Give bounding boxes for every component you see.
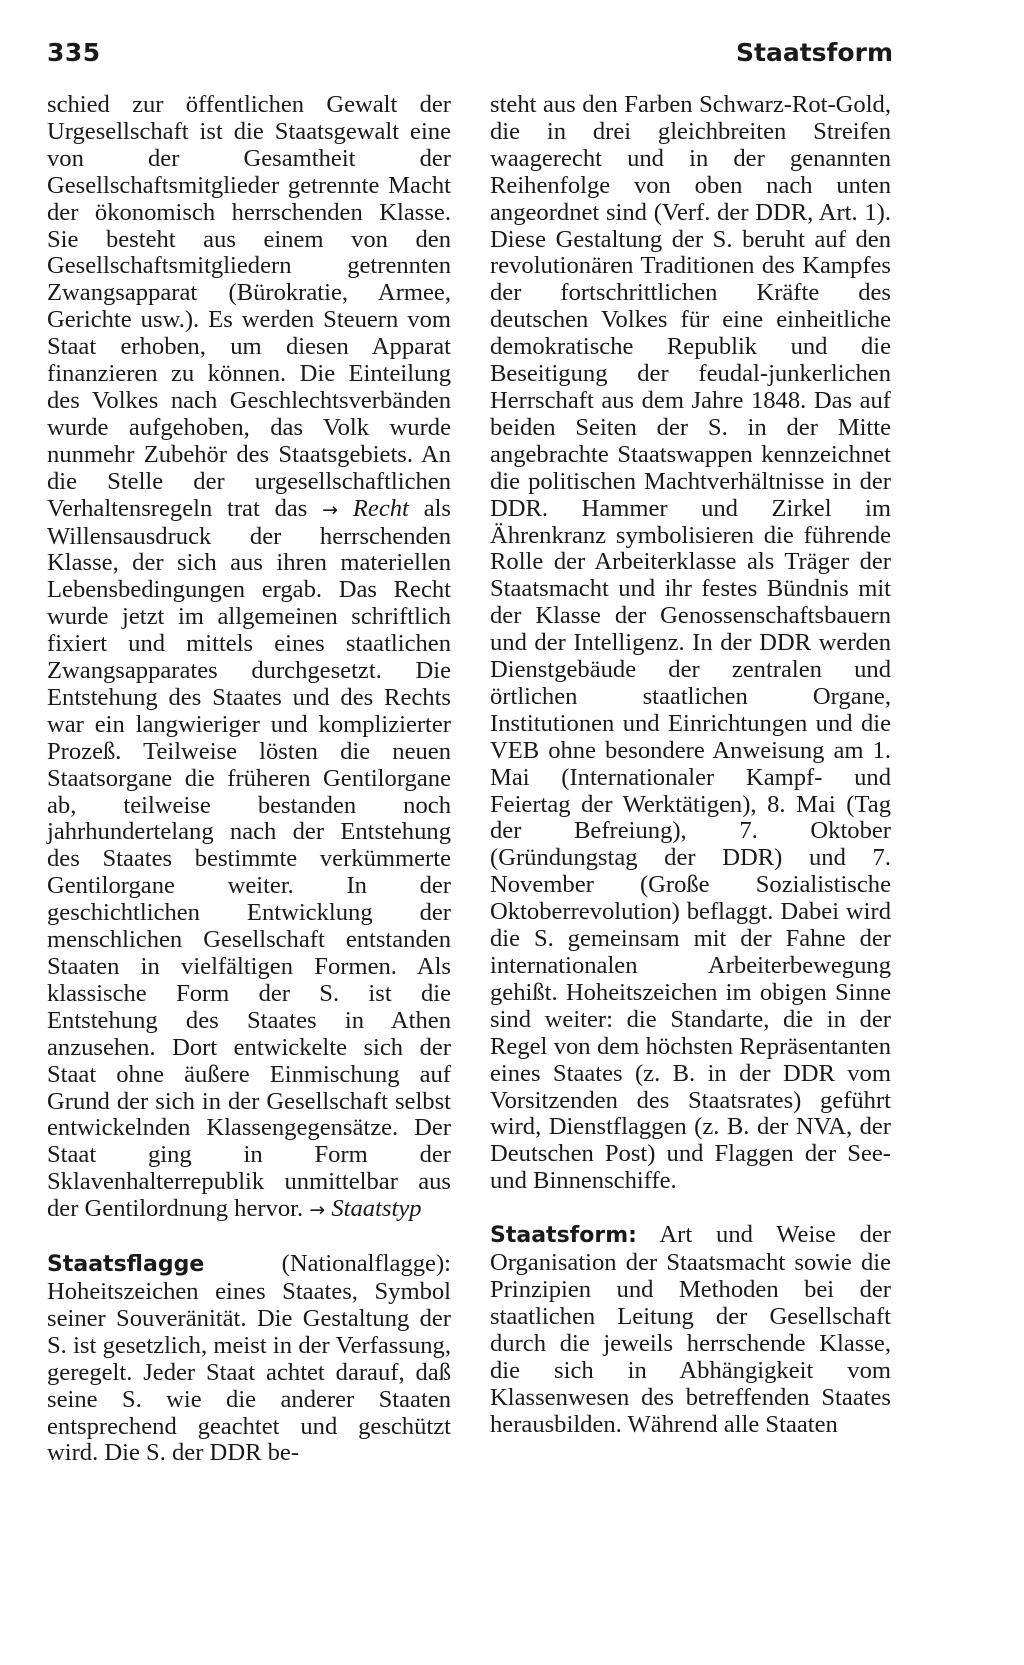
entry-separator [47, 1224, 451, 1251]
entry-text-staatsflagge: (Nationalflagge): Hoheitszeichen eines Staates, Symbol seiner Souveränität. Die Gestaltung der S. ist gesetzlich, meist in der Verfassung, geregelt. Jeder Staat achtet darauf, daß seine S. wie die anderer Staaten entsprechend geachtet und geschützt wird. Die S. der DDR be- [47, 1250, 451, 1467]
cross-reference-staatstyp[interactable]: Staatstyp [331, 1195, 422, 1223]
headword-staatsflagge: Staatsflagge [47, 1252, 205, 1278]
cross-reference-arrow-icon: → [322, 498, 339, 521]
continued-paragraph [47, 92, 451, 1224]
entry-staatsflagge [47, 1251, 451, 1467]
cross-reference-arrow-icon: → [309, 1199, 326, 1222]
entry-separator [490, 1195, 891, 1222]
paragraph-text-part-2: als Willensausdruck der herrschenden Klasse, der sich aus ihren materiellen Lebensbedingungen ergab. Das Recht wurde jetzt im allgemeinen schriftlich fixiert und mittels eines staatlichen Zwangsapparates durchgesetzt. Die Entstehung des Staates und des Rechts war ein langwieriger und komplizierter Prozeß. Teilweise lösten die neuen Staatsorgane die früheren Gentilorgane ab, teilweise bestanden noch jahrhundertelang nach der Entstehung des Staates bestimmte verkümmerte Gentilorgane weiter. In der geschichtlichen Entwicklung der menschlichen Gesellschaft entstanden Staaten in vielfältigen Formen. Als klassische Form der S. ist die Entstehung des Staates in Athen anzusehen. Dort entwickelte sich der Staat ohne äußere Einmischung auf Grund der sich in der Gesellschaft selbst entwickelnden Klassengegensätze. Der Staat ging in Form der Sklavenhalterrepublik unmittelbar aus der Gentilordnung hervor. [47, 494, 452, 1223]
continued-paragraph-right: steht aus den Farben Schwarz-Rot-Gold, die in drei gleichbreiten Streifen waagerecht und in der genannten Reihenfolge von oben nach unten angeordnet sind (Verf. der DDR, Art. 1). Diese Gestaltung der S. beruht auf den revolutionären Traditionen des Kampfes der fortschrittlichen Kräfte des deutschen Volkes für eine einheitliche demokratische Republik und die Beseitigung der feudal-junkerlichen Herrschaft aus dem Jahre 1848. Das auf beiden Seiten der S. in der Mitte angebrachte Staatswappen kennzeichnet die politischen Machtverhältnisse in der DDR. Hammer und Zirkel im Ährenkranz symbolisieren die führende Rolle der Arbeiterklasse als Träger der Staatsmacht und ihr festes Bündnis mit der Klasse der Genossenschaftsbauern und der Intelligenz. In der DDR werden Dienstgebäude der zentralen und örtlichen staatlichen Organe, Institutionen und Einrichtungen und die VEB ohne besondere Anweisung am 1. Mai (Internationaler Kampf- und Feiertag der Werktätigen), 8. Mai (Tag der Befreiung), 7. Oktober (Gründungstag der DDR) und 7. November (Große Sozialistische Oktoberrevolution) beflaggt. Dabei wird die S. gemeinsam mit der Fahne der internationalen Arbeiterbewegung gehißt. Hoheitszeichen im obigen Sinne sind weiter: die Standarte, die in der Regel von dem höchsten Repräsentanten eines Staates (z. B. in der DDR vom Vorsitzenden des Staatsrates) geführt wird, Dienstflaggen (z. B. der NVA, der Deutschen Post) und Flaggen der See- und Binnenschiffe. [490, 91, 891, 1195]
left-column [47, 92, 451, 1467]
cross-reference-recht[interactable]: Recht [352, 494, 409, 522]
paragraph-text-part-1: schied zur öffentlichen Gewalt der Urgesellschaft ist die Staatsgewalt eine von der Gesamtheit der Gesellschaftsmitglieder getrennte Macht der ökonomisch herrschenden Klasse. Sie besteht aus einem von den Gesellschaftsmitgliedern getrennten Zwangsapparat (Bürokratie, Armee, Gerichte usw.). Es werden Steuern vom Staat erhoben, um diesen Apparat finanzieren zu können. Die Einteilung des Volkes nach Geschlechtsverbänden wurde aufgehoben, das Volk wurde nunmehr Zubehör des Staatsgebiets. An die Stelle der urgesellschaftlichen Verhaltensregeln trat das [47, 91, 451, 522]
right-column [490, 92, 891, 1438]
entry-text-staatsform: Art und Weise der Organisation der Staatsmacht sowie die Prinzipien und Methoden bei der staatlichen Leitung der Gesellschaft durch die jeweils herrschende Klasse, die sich in Abhängigkeit vom Klassenwesen des betreffenden Staates herausbilden. Während alle Staaten [490, 1221, 892, 1438]
headword-staatsform: Staatsform: [490, 1223, 637, 1249]
running-head: Staatsform [736, 38, 893, 67]
entry-staatsform [490, 1222, 891, 1438]
page-number: 335 [47, 38, 101, 67]
